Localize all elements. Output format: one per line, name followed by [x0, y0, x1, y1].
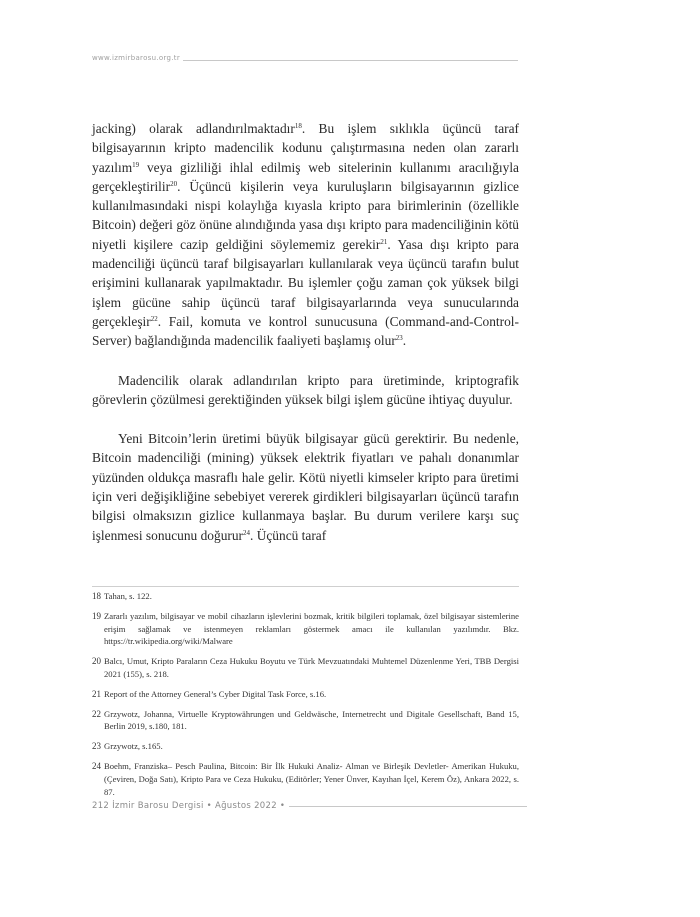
text-run: . Fail, komuta ve kontrol sunucusuna (Command-and-Control-Server) bağlandığında madencilik faaliyeti başlamış olur [92, 313, 519, 349]
text-run: jacking) olarak adlandırılmaktadır [92, 121, 295, 136]
header-divider [183, 60, 518, 61]
text-run: Yeni Bitcoin’lerin üretimi büyük bilgisayar gücü gerektirir. Bu nedenle, Bitcoin madenciliği (mining) yüksek elektrik fiyatları ve pahalı donanımlar yüzünden oldukça masraflı hale gelir. Kötü niyetli kimseler kripto para üretimi için veri değişikliğine sebebiyet vererek girdikleri bilgisayarları üçüncü tarafın bilgisi olmaksızın gizlice kullanmaya başlar. Bu durum verilere karşı suç işlenmesi sonucunu doğurur [92, 431, 519, 543]
footnote-ref-19[interactable]: 19 [132, 160, 140, 169]
footnote-19 [92, 610, 519, 648]
footnote-ref-24[interactable]: 24 [243, 528, 250, 537]
footer-text: 212 İzmir Barosu Dergisi • Ağustos 2022 • [92, 801, 286, 811]
footnote-text: Grzywotz, s.165. [104, 741, 163, 752]
header-url[interactable]: www.izmirbarosu.org.tr [92, 54, 180, 62]
footnote-number: 22 [92, 708, 101, 719]
footnote-ref-21[interactable]: 21 [380, 237, 388, 246]
footnote-22 [92, 708, 519, 734]
footnote-ref-22[interactable]: 22 [150, 314, 158, 323]
footnote-ref-18[interactable]: 18 [294, 122, 302, 130]
text-run: . [402, 333, 407, 349]
footnote-23 [92, 740, 519, 753]
footnote-text: Tahan, s. 122. [104, 591, 152, 601]
paragraph-1 [92, 119, 519, 351]
footnote-text: Report of the Attorney General’s Cyber Digital Task Force, s.16. [104, 688, 327, 699]
page-footer [92, 801, 527, 811]
footnote-text[interactable]: Zararlı yazılım, bilgisayar ve mobil cihazların işlevlerini bozmak, kritik bilgileri toplamak, özel bilgisayar sistemlerine erişim sağlamak ve istenmeyen reklamları göstermek amacı ile kullanılan yazılımdır. Bkz. https://tr.wikipedia.org/wiki/Malware [104, 610, 519, 647]
paragraph-3 [92, 429, 519, 545]
text-run: . Yasa dışı kripto para madenciliği üçüncü taraf bilgisayarları kullanılarak veya üçüncü tarafın bulut erişimini kullanarak yapılmaktadır. Bu işlemler çoğu zaman çok yüksek bilgi işlem gücüne sahip üçüncü taraf bilgisayarlarında veya sunucularında gerçekleşir [92, 236, 520, 329]
footnote-text: Boehm, Franziska– Pesch Paulina, Bitcoin: Bir İlk Hukuki Analiz- Alman ve Birleşik Devletler- Amerikan Hukuku, (Çeviren, Doğa Satı), Kripto Para ve Ceza Hukuku, (Editörler; Yener Ünver, Kayıhan İçel, Kerem Öz), Ankara 2022, s. 87. [104, 760, 519, 797]
text-run: veya gizliliği ihlal edilmiş web sitelerinin kullanımı aracılığıyla gerçekleştirilir [92, 159, 519, 194]
footnote-number: 19 [92, 610, 101, 621]
footnotes [92, 590, 519, 805]
footnote-number: 24 [92, 760, 101, 771]
footnote-21 [92, 688, 519, 701]
footnote-text: Balcı, Umut, Kripto Paraların Ceza Hukuku Boyutu ve Türk Mevzuatındaki Muhtemel Düzenlenme Yeri, TBB Dergisi 2021 (155), s. 218. [104, 656, 519, 679]
paragraph-2: Madencilik olarak adlandırılan kripto para üretiminde, kriptografik görevlerin çözülmesi gerektiğinden yüksek bilgi işlem gücüne ihtiyaç duyulur. [92, 372, 519, 407]
footer-divider [289, 806, 527, 807]
footnote-number: 20 [92, 656, 101, 667]
text-run: . Üçüncü kişilerin veya kuruluşların bilgisayarının gizlice kullanılmasındaki nispi kolaylığa kıyasla kripto para birimlerinin (özellikle Bitcoin) değeri göz önüne alındığında yasa dışı kripto para madenciliğinin kötü niyetli kişilere cazip geldiğini söylememiz gerekir [92, 178, 519, 252]
footnote-number: 23 [92, 741, 101, 752]
text-run: . Üçüncü taraf [250, 527, 327, 543]
footnote-text: Grzywotz, Johanna, Virtuelle Kryptowährungen und Geldwäsche, Internetrecht und Digitale Gesellschaft, Band 15, Berlin 2019, s.180, 181. [104, 708, 519, 732]
text-run: . Bu işlem sıklıkla üçüncü taraf bilgisayarının kripto madencilik kodunu çalıştırmasına neden olan zararlı yazılım [92, 121, 520, 175]
footnote-18 [92, 590, 519, 603]
footnote-24 [92, 760, 519, 798]
footnote-ref-20[interactable]: 20 [170, 179, 178, 188]
footnote-number: 18 [92, 591, 101, 601]
footnote-ref-23[interactable]: 23 [395, 334, 403, 343]
body-text [92, 119, 519, 545]
footnote-20 [92, 655, 519, 681]
footnote-number: 21 [92, 688, 101, 699]
footnote-divider [92, 586, 519, 587]
